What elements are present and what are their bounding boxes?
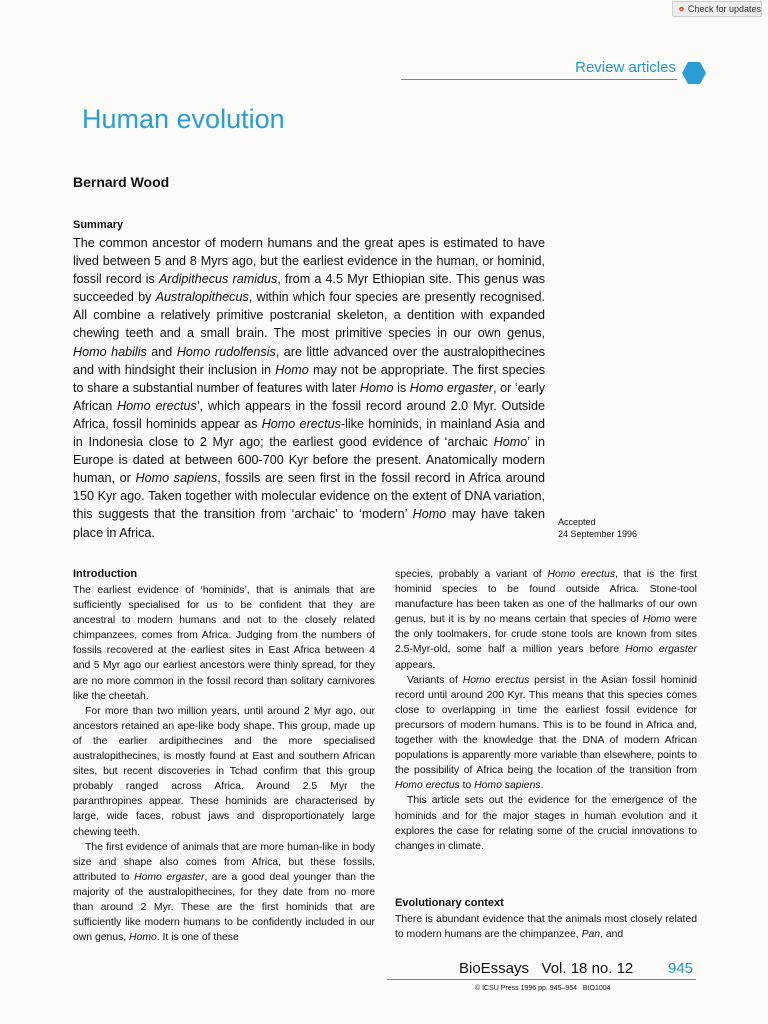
accepted-date-block [558, 516, 637, 540]
italic-term: Ardipithecus ramidus [159, 272, 278, 287]
footer-rule [387, 979, 696, 980]
italic-term: Pan [581, 929, 601, 941]
italic-term: Homo habilis [73, 344, 147, 359]
italic-term: Homo ergaster [134, 871, 205, 883]
accepted-label: Accepted [558, 517, 596, 527]
left-column [73, 583, 375, 945]
italic-term: Homo rudolfensis [176, 344, 276, 359]
italic-term: Homo erectus [547, 569, 616, 580]
italic-term: Homo erectus [395, 780, 460, 792]
intro-paragraph-2: For more than two million years, until around 2 Myr ago, our ancestors retained an ape-like body shape. This group, made up of the earlier ardipithecines and the more specialised australopithecines, is mostly found at East and southern African sites, but recent discoveries in Tchad confirm that this group probably ranged across Africa. Around 2.5 Myr the paranthropines appear. These hominids are characterised by large, wide faces, robust jaws and disproportionately large chewing teeth. [73, 705, 375, 838]
journal-citation: BioEssays Vol. 18 no. 12 [459, 960, 634, 977]
right-column [395, 567, 697, 854]
italic-term: Homo sapiens [135, 471, 218, 486]
italic-term: Homo erectus [261, 416, 341, 431]
hexagon-icon [681, 60, 707, 86]
italic-term: Homo sapiens [474, 780, 541, 792]
evo-paragraph: There is abundant evidence that the animals most closely related to modern humans are the chimpanzee, Pan, and [395, 914, 697, 941]
press-line: © ICSU Press 1996 pp. 945–954 BIO1004 [475, 985, 611, 992]
italic-term: Australopithecus [155, 290, 249, 305]
summary-text: The common ancestor of modern humans and the great apes is estimated to have lived between 5 and 8 Myrs ago, but the earliest evidence in the human, or hominid, fossil record is Ardipithecus ramidus, from a 4.5 Myr Ethiopian site. This genus was succeeded by Australopithecus, within which four species are presently recognised. All combine a relatively primitive postcranial skeleton, a dentition with expanded chewing teeth and a small brain. The most primitive species in our own genus, Homo habilis and Homo rudolfensis, are little advanced over the australopithecines and with hindsight their inclusion in Homo may not be appropriate. The first species to share a substantial number of features with later Homo is Homo ergaster, or ‘early African Homo erectus’, which appears in the fossil record around 2.0 Myr. Outside Africa, fossil hominids appear as Homo erectus-like hominids, in mainland Asia and in Indonesia close to 2 Myr ago; the earliest good evidence of ‘archaic Homo’ in Europe is dated at between 600-700 Kyr before the present. Anatomically modern human, or Homo sapiens, fossils are seen first in the fossil record in Africa around 150 Kyr ago. Taken together with molecular evidence on the extent of DNA variation, this suggests that the transition from ‘archaic’ to ‘modern’ Homo may have taken place in Africa. [73, 236, 546, 540]
intro-paragraph-1: The earliest evidence of ‘hominids’, that is animals that are sufficiently specialised for us to be confident that they are ancestral to modern humans and not to the closely related chimpanzees, comes from Africa. Judging from the numbers of fossils recovered at the earliest sites in East Africa between 4 and 5 Myr ago our earliest ancestors were thinly spread, for they are no more common in the fossil record than solitary carnivores like the cheetah. [73, 585, 375, 702]
italic-term: Homo ergaster [409, 380, 494, 395]
check-for-updates-icon [679, 4, 684, 14]
italic-term: Homo [642, 614, 671, 626]
italic-term: Homo [412, 507, 447, 522]
italic-term: Homo [129, 932, 157, 944]
right-paragraph-1: species, probably a variant of Homo erectus, that is the first hominid species to be found outside Africa. Stone-tool manufacture has been taken as one of the hallmarks of our own genus, but it is by no means certain that species of Homo were the only toolmakers, for crude stone tools are known from sites 2.5-Myr-old, some half a million years before Homo ergaster appears. [395, 569, 697, 671]
evolutionary-context-text [395, 912, 697, 942]
evolutionary-context-heading: Evolutionary context [395, 897, 504, 909]
author-name: Bernard Wood [73, 174, 170, 190]
italic-term: Homo [275, 362, 309, 377]
check-for-updates-badge[interactable] [672, 1, 762, 17]
accepted-date: 24 September 1996 [558, 529, 638, 539]
italic-term: Homo [359, 380, 394, 395]
italic-term: Homo erectus [462, 674, 530, 686]
check-for-updates-label: Check for updates [687, 4, 761, 14]
introduction-heading: Introduction [73, 568, 138, 580]
italic-term: Homo [493, 435, 528, 450]
intro-paragraph-3: The first evidence of animals that are more human-like in body size and shape also comes from Africa, but these fossils, attributed to Homo ergaster, are a good deal younger than the majority of the australopithecines, for they date from no more than around 2 Myr. These are the first hominids that are sufficiently like modern humans to be confidently included in our own genus, Homo. It is one of these [73, 841, 375, 944]
italic-term: Homo erectus [117, 398, 197, 413]
article-title: Human evolution [82, 104, 285, 134]
right-paragraph-2: Variants of Homo erectus persist in the Asian fossil hominid record until around 200 Kyr. This means that this species comes close to overlapping in time the earliest fossil evidence for precursors of modern humans. This is to be found in Africa and, together with the knowledge that the DNA of modern African populations is apparently more variable than elsewhere, points to the possibility of Africa being the location of the transition from Homo erectus to Homo sapiens. [395, 674, 697, 792]
right-paragraph-3: This article sets out the evidence for the emergence of the hominids and for the major stages in human evolution and it explores the case for relating some of the crucial innovations to changes in climate. [395, 795, 697, 852]
italic-term: Homo ergaster [625, 644, 697, 656]
summary-heading: Summary [73, 219, 124, 231]
header-rule [401, 79, 677, 80]
page-number: 945 [668, 960, 694, 977]
section-label: Review articles [575, 59, 676, 76]
